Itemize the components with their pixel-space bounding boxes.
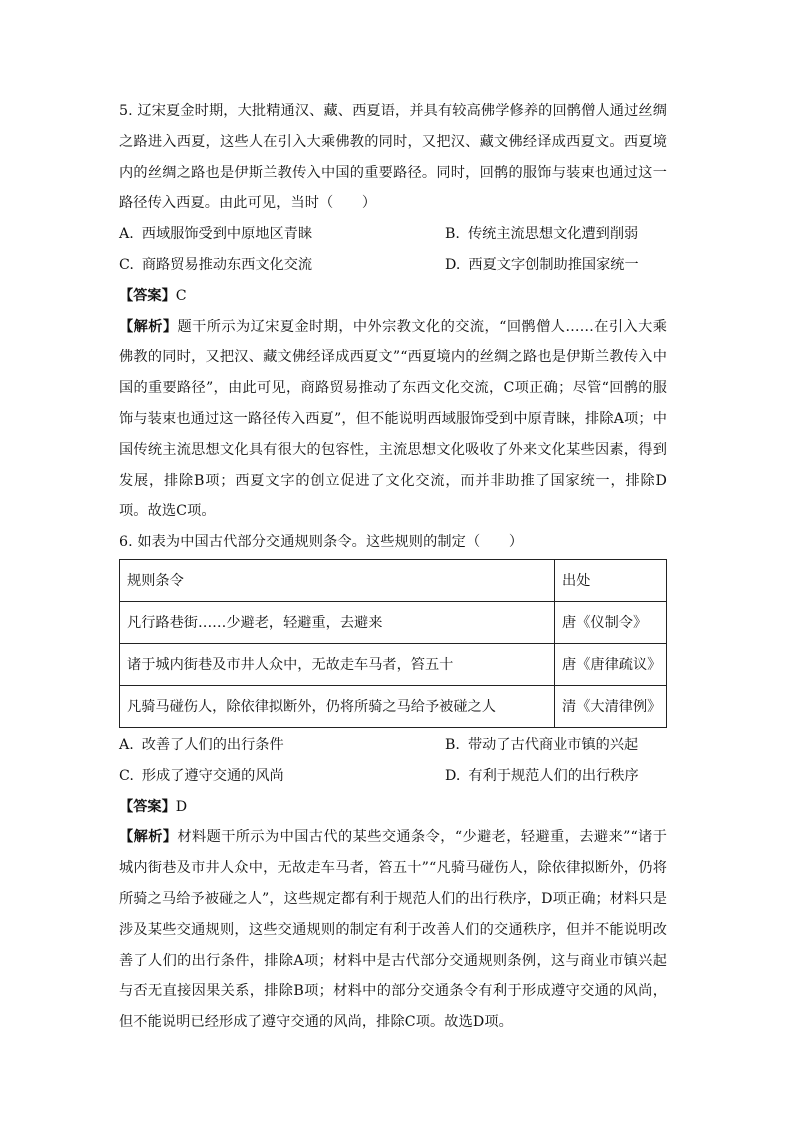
table-cell-source: 唐《仪制令》 — [555, 601, 667, 643]
question-6-option-b[interactable] — [445, 730, 667, 761]
page-content — [119, 96, 667, 1038]
answer-label: 【答案】 — [119, 287, 176, 304]
question-5-option-c[interactable] — [119, 250, 445, 281]
table-cell-rule: 凡骑马碰伤人，除依律拟断外，仍将所骑之马给予被碰之人 — [120, 685, 555, 727]
table-cell-rule: 凡行路巷街……少避老，轻避重，去避来 — [120, 601, 555, 643]
option-text: 西域服饰受到中原地区青睐 — [141, 226, 313, 243]
option-letter: B. — [445, 736, 460, 753]
question-6-answer — [119, 792, 667, 823]
option-text: 传统主流思想文化遭到削弱 — [467, 226, 639, 243]
analysis-text: 题干所示为辽宋夏金时期，中外宗教文化的交流，“回鹘僧人……在引入大乘佛教的同时，又把汉、藏文佛经译成西夏文”“西夏境内的丝绸之路也是伊斯兰教传入中国的重要路径”，由此可见，商路贸易推动了东西文化交流，C项正确；尽管“回鹘的服饰与装束也通过这一路径传入西夏”，但不能说明西域服饰受到中原青睐，排除A项；中国传统主流思想文化具有很大的包容性，主流思想文化吸收了外来文化某些因素，得到发展，排除B项；西夏文字的创立促进了文化交流，而并非助推了国家统一，排除D项。故选C项。 — [119, 318, 667, 520]
table-cell-source: 唐《唐律疏议》 — [555, 643, 667, 685]
option-letter: C. — [119, 767, 134, 784]
question-6-analysis — [119, 822, 667, 1038]
table-row — [120, 643, 667, 685]
question-5-analysis — [119, 312, 667, 528]
option-text: 商路贸易推动东西文化交流 — [141, 256, 313, 273]
traffic-rules-table — [119, 559, 667, 728]
table-cell-source: 清《大清律例》 — [555, 685, 667, 727]
question-5-option-a[interactable] — [119, 219, 445, 250]
question-6-option-d[interactable] — [445, 761, 667, 792]
analysis-label: 【解析】 — [119, 318, 178, 335]
option-letter: A. — [119, 226, 134, 243]
table-row — [120, 601, 667, 643]
question-5-option-d[interactable] — [445, 250, 667, 281]
answer-value: D — [175, 798, 188, 815]
option-text: 改善了人们的出行条件 — [141, 736, 284, 753]
question-6-options — [119, 730, 667, 792]
question-6-option-a[interactable] — [119, 730, 445, 761]
option-text: 带动了古代商业市镇的兴起 — [467, 736, 639, 753]
question-5-option-b[interactable] — [445, 219, 667, 250]
question-5-options — [119, 219, 667, 281]
table-cell-rule: 诸于城内街巷及市井人众中，无故走车马者，笞五十 — [120, 643, 555, 685]
table-header-source: 出处 — [555, 559, 667, 601]
question-5-stem: 5. 辽宋夏金时期，大批精通汉、藏、西夏语，并具有较高佛学修养的回鹘僧人通过丝绸之路进入西夏，这些人在引入大乘佛教的同时，又把汉、藏文佛经译成西夏文。西夏境内的丝绸之路也是伊斯兰教传入中国的重要路径。同时，回鹘的服饰与装束也通过这一路径传入西夏。由此可见，当时（ ） — [119, 103, 667, 212]
option-letter: D. — [445, 767, 461, 784]
answer-value: C — [175, 287, 187, 304]
option-text: 有利于规范人们的出行秩序 — [468, 767, 639, 784]
table-row — [120, 685, 667, 727]
question-6-stem: 6. 如表为中国古代部分交通规则条令。这些规则的制定（ ） — [119, 534, 524, 551]
analysis-label: 【解析】 — [119, 829, 178, 846]
answer-label: 【答案】 — [119, 798, 176, 815]
analysis-text: 材料题干所示为中国古代的某些交通条令，“少避老，轻避重，去避来”“诸于城内街巷及市井人众中，无故走车马者，笞五十”“凡骑马碰伤人，除依律拟断外，仍将所骑之马给予被碰之人”，这些规定都有利于规范人们的出行秩序，D项正确；材料只是涉及某些交通规则，这些交通规则的制定有利于改善人们的交通秩序，但并不能说明改善了人们的出行条件，排除A项；材料中是古代部分交通规则条例，这与商业市镇兴起与否无直接因果关系，排除B项；材料中的部分交通条令有利于形成遵守交通的风尚，但不能说明已经形成了遵守交通的风尚，排除C项。故选D项。 — [119, 829, 667, 1031]
table-header-rule: 规则条令 — [120, 559, 555, 601]
option-letter: D. — [445, 256, 461, 273]
option-text: 形成了遵守交通的风尚 — [141, 767, 284, 784]
question-6-option-c[interactable] — [119, 761, 445, 792]
option-letter: C. — [119, 256, 134, 273]
table-header-row — [120, 559, 667, 601]
question-5-answer — [119, 281, 667, 312]
option-letter: B. — [445, 226, 460, 243]
option-text: 西夏文字创制助推国家统一 — [468, 256, 639, 273]
option-letter: A. — [119, 736, 134, 753]
